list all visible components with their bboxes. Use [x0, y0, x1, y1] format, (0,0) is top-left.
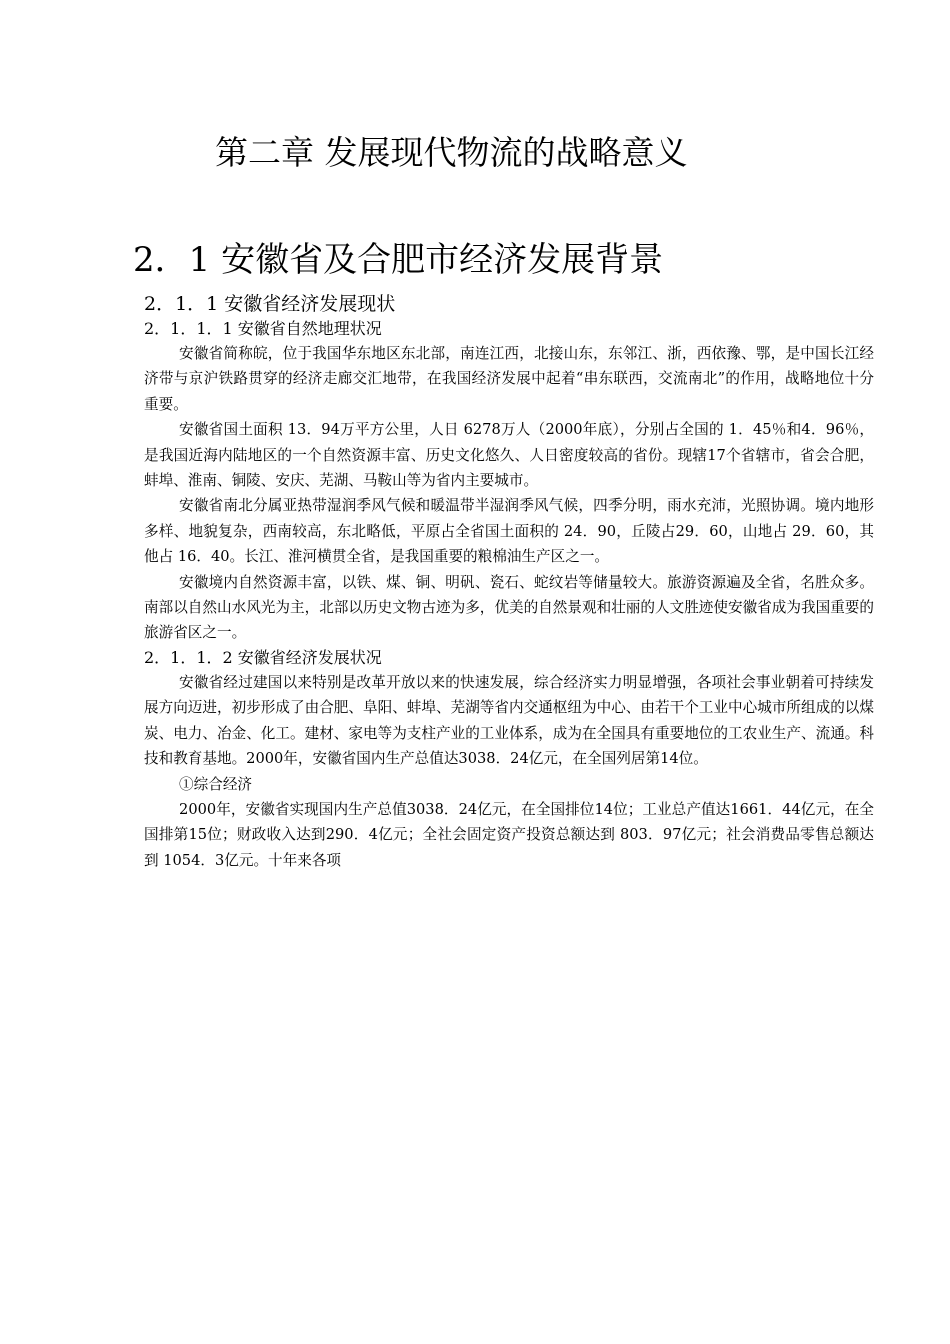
paragraph-location: 安徽省简称皖，位于我国华东地区东北部，南连江西，北接山东，东邻江、浙，西依豫、鄂，是中国长江经济带与京沪铁路贯穿的经济走廊交汇地带，在我国经济发展中起着“串东联西，交流南北”的作用，战略地位十分重要。 [144, 345, 874, 413]
subsection-title: 2．1．1 安徽省经济发展现状 [144, 293, 396, 315]
document-body [144, 291, 874, 873]
list-item-label: ①综合经济 [179, 775, 253, 793]
paragraph-economy-overview: 安徽省经过建国以来特别是改革开放以来的快速发展，综合经济实力明显增强，各项社会事业朝着可持续发展方向迈进，初步形成了由合肥、阜阳、蚌埠、芜湖等省内交通枢纽为中心、由若干个工业中心城市所组成的以煤炭、电力、冶金、化工。建材、家电等为支柱产业的工业体系，成为在全国具有重要地位的工农业生产、流通。科技和教育基地。2000年，安徽省国内生产总值达3038．24亿元，在全国列居第14位。 [144, 673, 874, 768]
sub-subsection-title-geography: 2．1．1．1 安徽省自然地理状况 [144, 319, 382, 338]
sub-subsection-title-economy: 2．1．1．2 安徽省经济发展状况 [144, 647, 382, 667]
section-title: 2．1 安徽省及合肥市经济发展背景 [133, 240, 664, 280]
paragraph-economy-figures: 2000年，安徽省实现国内生产总值3038．24亿元，在全国排位14位；工业总产值达1661．44亿元，在全国排第15位；财政收入达到290．4亿元；全社会固定资产投资总额达到 803．97亿元；社会消费品零售总额达到 1054．3亿元。十年来各项 [144, 800, 874, 869]
paragraph-area-population: 安徽省国土面积 13．94万平方公里，人日 6278万人（2000年底），分别占全国的 1．45％和4．96％，是我国近海内陆地区的一个自然资源丰富、历史文化悠久、人日密度较高的省份。现辖17个省辖市，省会合肥，蚌埠、淮南、铜陵、安庆、芜湖、马鞍山等为省内主要城市。 [144, 421, 874, 490]
chapter-title: 第二章 发展现代物流的战略意义 [215, 133, 688, 172]
paragraph-resources-tourism: 安徽境内自然资源丰富，以铁、煤、铜、明矾、瓷石、蛇纹岩等储量较大。旅游资源遍及全省，名胜众多。南部以自然山水风光为主，北部以历史文物古迹为多，优美的自然景观和壮丽的人文胜迹使安徽省成为我国重要的旅游省区之一。 [144, 573, 874, 642]
paragraph-climate-terrain: 安徽省南北分属亚热带湿润季风气候和暖温带半湿润季风气候，四季分明，雨水充沛，光照协调。境内地形多样、地貌复杂，西南较高，东北略低，平原占全省国土面积的 24．90，丘陵占29．60，山地占 29．60，其他占 16．40。长江、淮河横贯全省，是我国重要的粮棉油生产区之一。 [144, 497, 874, 566]
